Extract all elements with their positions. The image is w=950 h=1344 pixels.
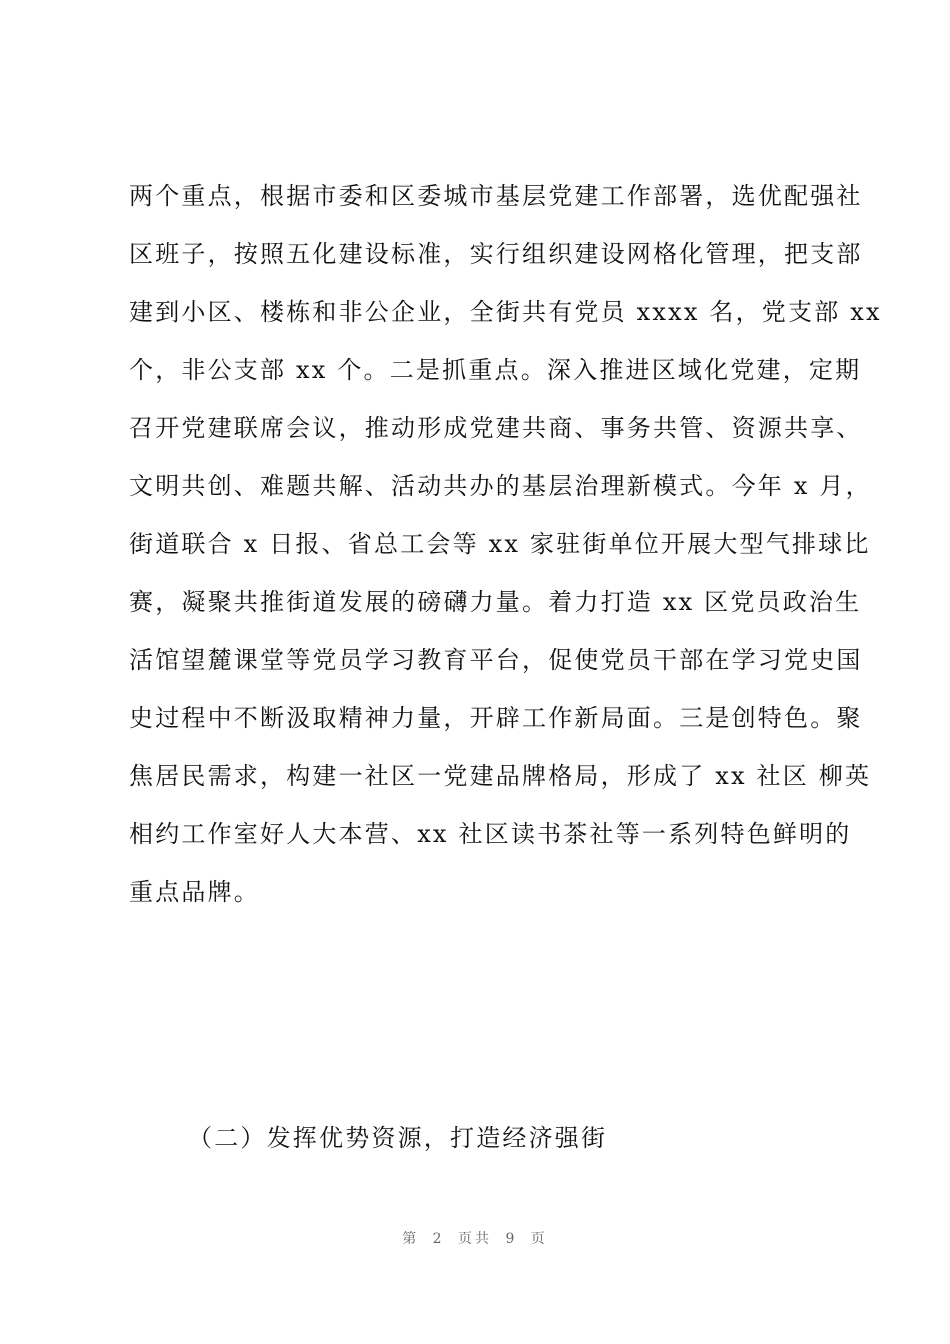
- paragraph-line-10: 史过程中不断汲取精神力量，开辟工作新局面。三是创特色。聚: [129, 704, 863, 732]
- paragraph-line-3: 建到小区、楼栋和非公企业，全街共有党员 xxxx 名，党支部 xx: [129, 298, 882, 326]
- section-heading: （二）发挥优势资源，打造经济强街: [188, 1124, 608, 1152]
- paragraph-line-5: 召开党建联席会议，推动形成党建共商、事务共管、资源共享、: [129, 414, 863, 442]
- paragraph-line-12: 相约工作室好人大本营、xx 社区读书茶社等一系列特色鲜明的: [129, 820, 852, 848]
- paragraph-line-7: 街道联合 x 日报、省总工会等 xx 家驻街单位开展大型气排球比: [129, 530, 871, 558]
- paragraph-line-13: 重点品牌。: [129, 878, 260, 906]
- page-footer: 第 2 页共 9 页: [402, 1231, 548, 1247]
- paragraph-line-1: 两个重点，根据市委和区委城市基层党建工作部署，选优配强社: [129, 182, 863, 210]
- paragraph-line-8: 赛，凝聚共推街道发展的磅礴力量。着力打造 xx 区党员政治生: [129, 588, 862, 616]
- body-paragraph: [129, 167, 882, 921]
- paragraph-line-9: 活馆望麓课堂等党员学习教育平台，促使党员干部在学习党史国: [129, 646, 863, 674]
- paragraph-line-4: 个，非公支部 xx 个。二是抓重点。深入推进区域化党建，定期: [129, 356, 862, 384]
- paragraph-line-2: 区班子，按照五化建设标准，实行组织建设网格化管理，把支部: [129, 240, 863, 268]
- paragraph-line-11: 焦居民需求，构建一社区一党建品牌格局，形成了 xx 社区 柳英: [129, 762, 872, 790]
- paragraph-line-6: 文明共创、难题共解、活动共办的基层治理新模式。今年 x 月，: [129, 472, 872, 500]
